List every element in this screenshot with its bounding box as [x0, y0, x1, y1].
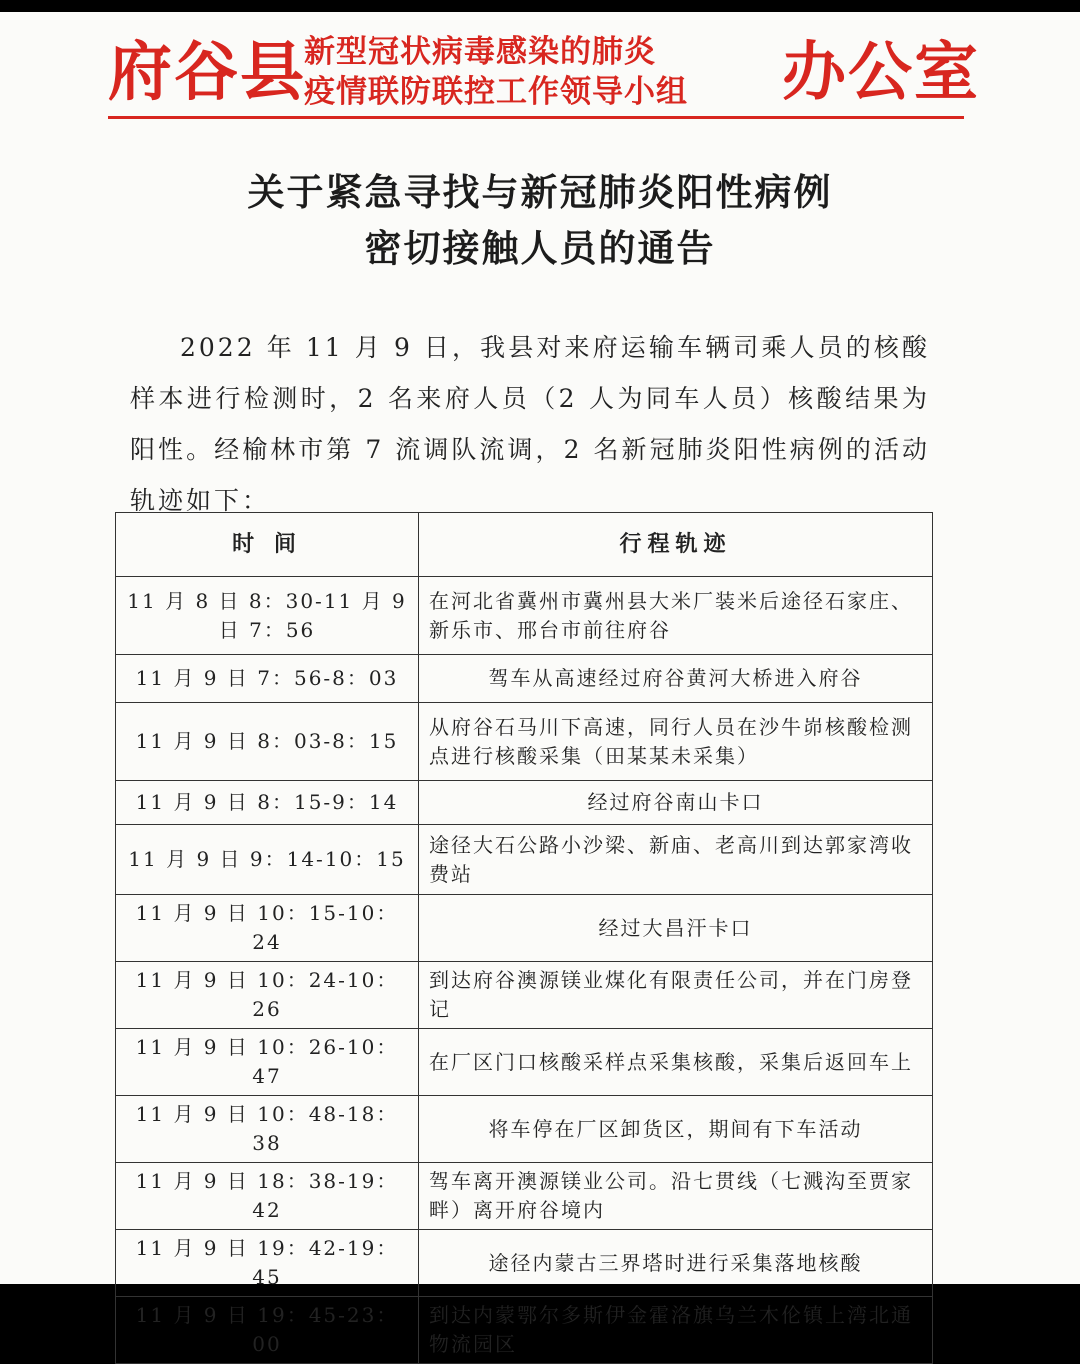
itinerary-table [115, 512, 933, 1364]
time-cell: 11 月 9 日 10：24-10：26 [116, 962, 419, 1029]
notice-title-line-1: 关于紧急寻找与新冠肺炎阳性病例 [247, 170, 833, 214]
table-row [116, 577, 933, 655]
trace-cell: 到达内蒙鄂尔多斯伊金霍洛旗乌兰木伦镇上湾北通物流园区 [419, 1297, 933, 1364]
table-row [116, 1029, 933, 1096]
time-cell: 11 月 9 日 9：14-10：15 [116, 825, 419, 895]
table-header-row [116, 513, 933, 577]
time-cell: 11 月 9 日 19：45-23：00 [116, 1297, 419, 1364]
trace-cell: 经过府谷南山卡口 [419, 781, 933, 825]
trace-cell: 在河北省冀州市冀州县大米厂装米后途径石家庄、新乐市、邢台市前往府谷 [419, 577, 933, 655]
time-cell: 11 月 9 日 7：56-8：03 [116, 655, 419, 703]
letterhead-rule [108, 116, 964, 119]
time-cell: 11 月 9 日 10：26-10：47 [116, 1029, 419, 1096]
trace-cell: 途径大石公路小沙梁、新庙、老高川到达郭家湾收费站 [419, 825, 933, 895]
header-time: 时 间 [116, 513, 419, 577]
trace-cell: 到达府谷澳源镁业煤化有限责任公司，并在门房登记 [419, 962, 933, 1029]
notice-title-line-2: 密切接触人员的通告 [364, 226, 716, 270]
table-row [116, 781, 933, 825]
trace-cell: 将车停在厂区卸货区，期间有下车活动 [419, 1096, 933, 1163]
time-cell: 11 月 9 日 10：48-18：38 [116, 1096, 419, 1163]
time-cell: 11 月 9 日 19：42-19：45 [116, 1230, 419, 1297]
table-row [116, 1297, 933, 1364]
trace-cell: 驾车从高速经过府谷黄河大桥进入府谷 [419, 655, 933, 703]
time-cell: 11 月 9 日 18：38-19：42 [116, 1163, 419, 1230]
time-cell: 11 月 8 日 8：30-11 月 9 日 7：56 [116, 577, 419, 655]
letterhead-group-name [304, 32, 774, 112]
letterhead-county: 府谷县 [108, 35, 306, 110]
table-row [116, 825, 933, 895]
trace-cell: 从府谷石马川下高速，同行人员在沙牛峁核酸检测点进行核酸采集（田某某未采集） [419, 703, 933, 781]
trace-cell: 在厂区门口核酸采样点采集核酸，采集后返回车上 [419, 1029, 933, 1096]
table-row [116, 1230, 933, 1297]
trace-cell: 驾车离开澳源镁业公司。沿七贯线（七溅沟至贾家畔）离开府谷境内 [419, 1163, 933, 1230]
table-row [116, 895, 933, 962]
time-cell: 11 月 9 日 10：15-10：24 [116, 895, 419, 962]
time-cell: 11 月 9 日 8：15-9：14 [116, 781, 419, 825]
table-row [116, 1163, 933, 1230]
header-trace: 行程轨迹 [419, 513, 933, 577]
table-row [116, 655, 933, 703]
table-row [116, 703, 933, 781]
notice-body: 2022 年 11 月 9 日，我县对来府运输车辆司乘人员的核酸样本进行检测时，2 名来府人员（2 人为同车人员）核酸结果为阳性。经榆林市第 7 流调队流调，2 名新冠肺炎阳性病例的活动轨迹如下： [130, 333, 930, 515]
top-bar [0, 0, 1080, 12]
trace-cell: 途径内蒙古三界塔时进行采集落地核酸 [419, 1230, 933, 1297]
trace-cell: 经过大昌汗卡口 [419, 895, 933, 962]
table-row [116, 1096, 933, 1163]
letterhead-line-2: 疫情联防联控工作领导小组 [304, 74, 688, 110]
letterhead-office: 办公室 [782, 35, 980, 110]
table-row [116, 962, 933, 1029]
time-cell: 11 月 9 日 8：03-8：15 [116, 703, 419, 781]
letterhead-line-1: 新型冠状病毒感染的肺炎 [304, 34, 656, 70]
